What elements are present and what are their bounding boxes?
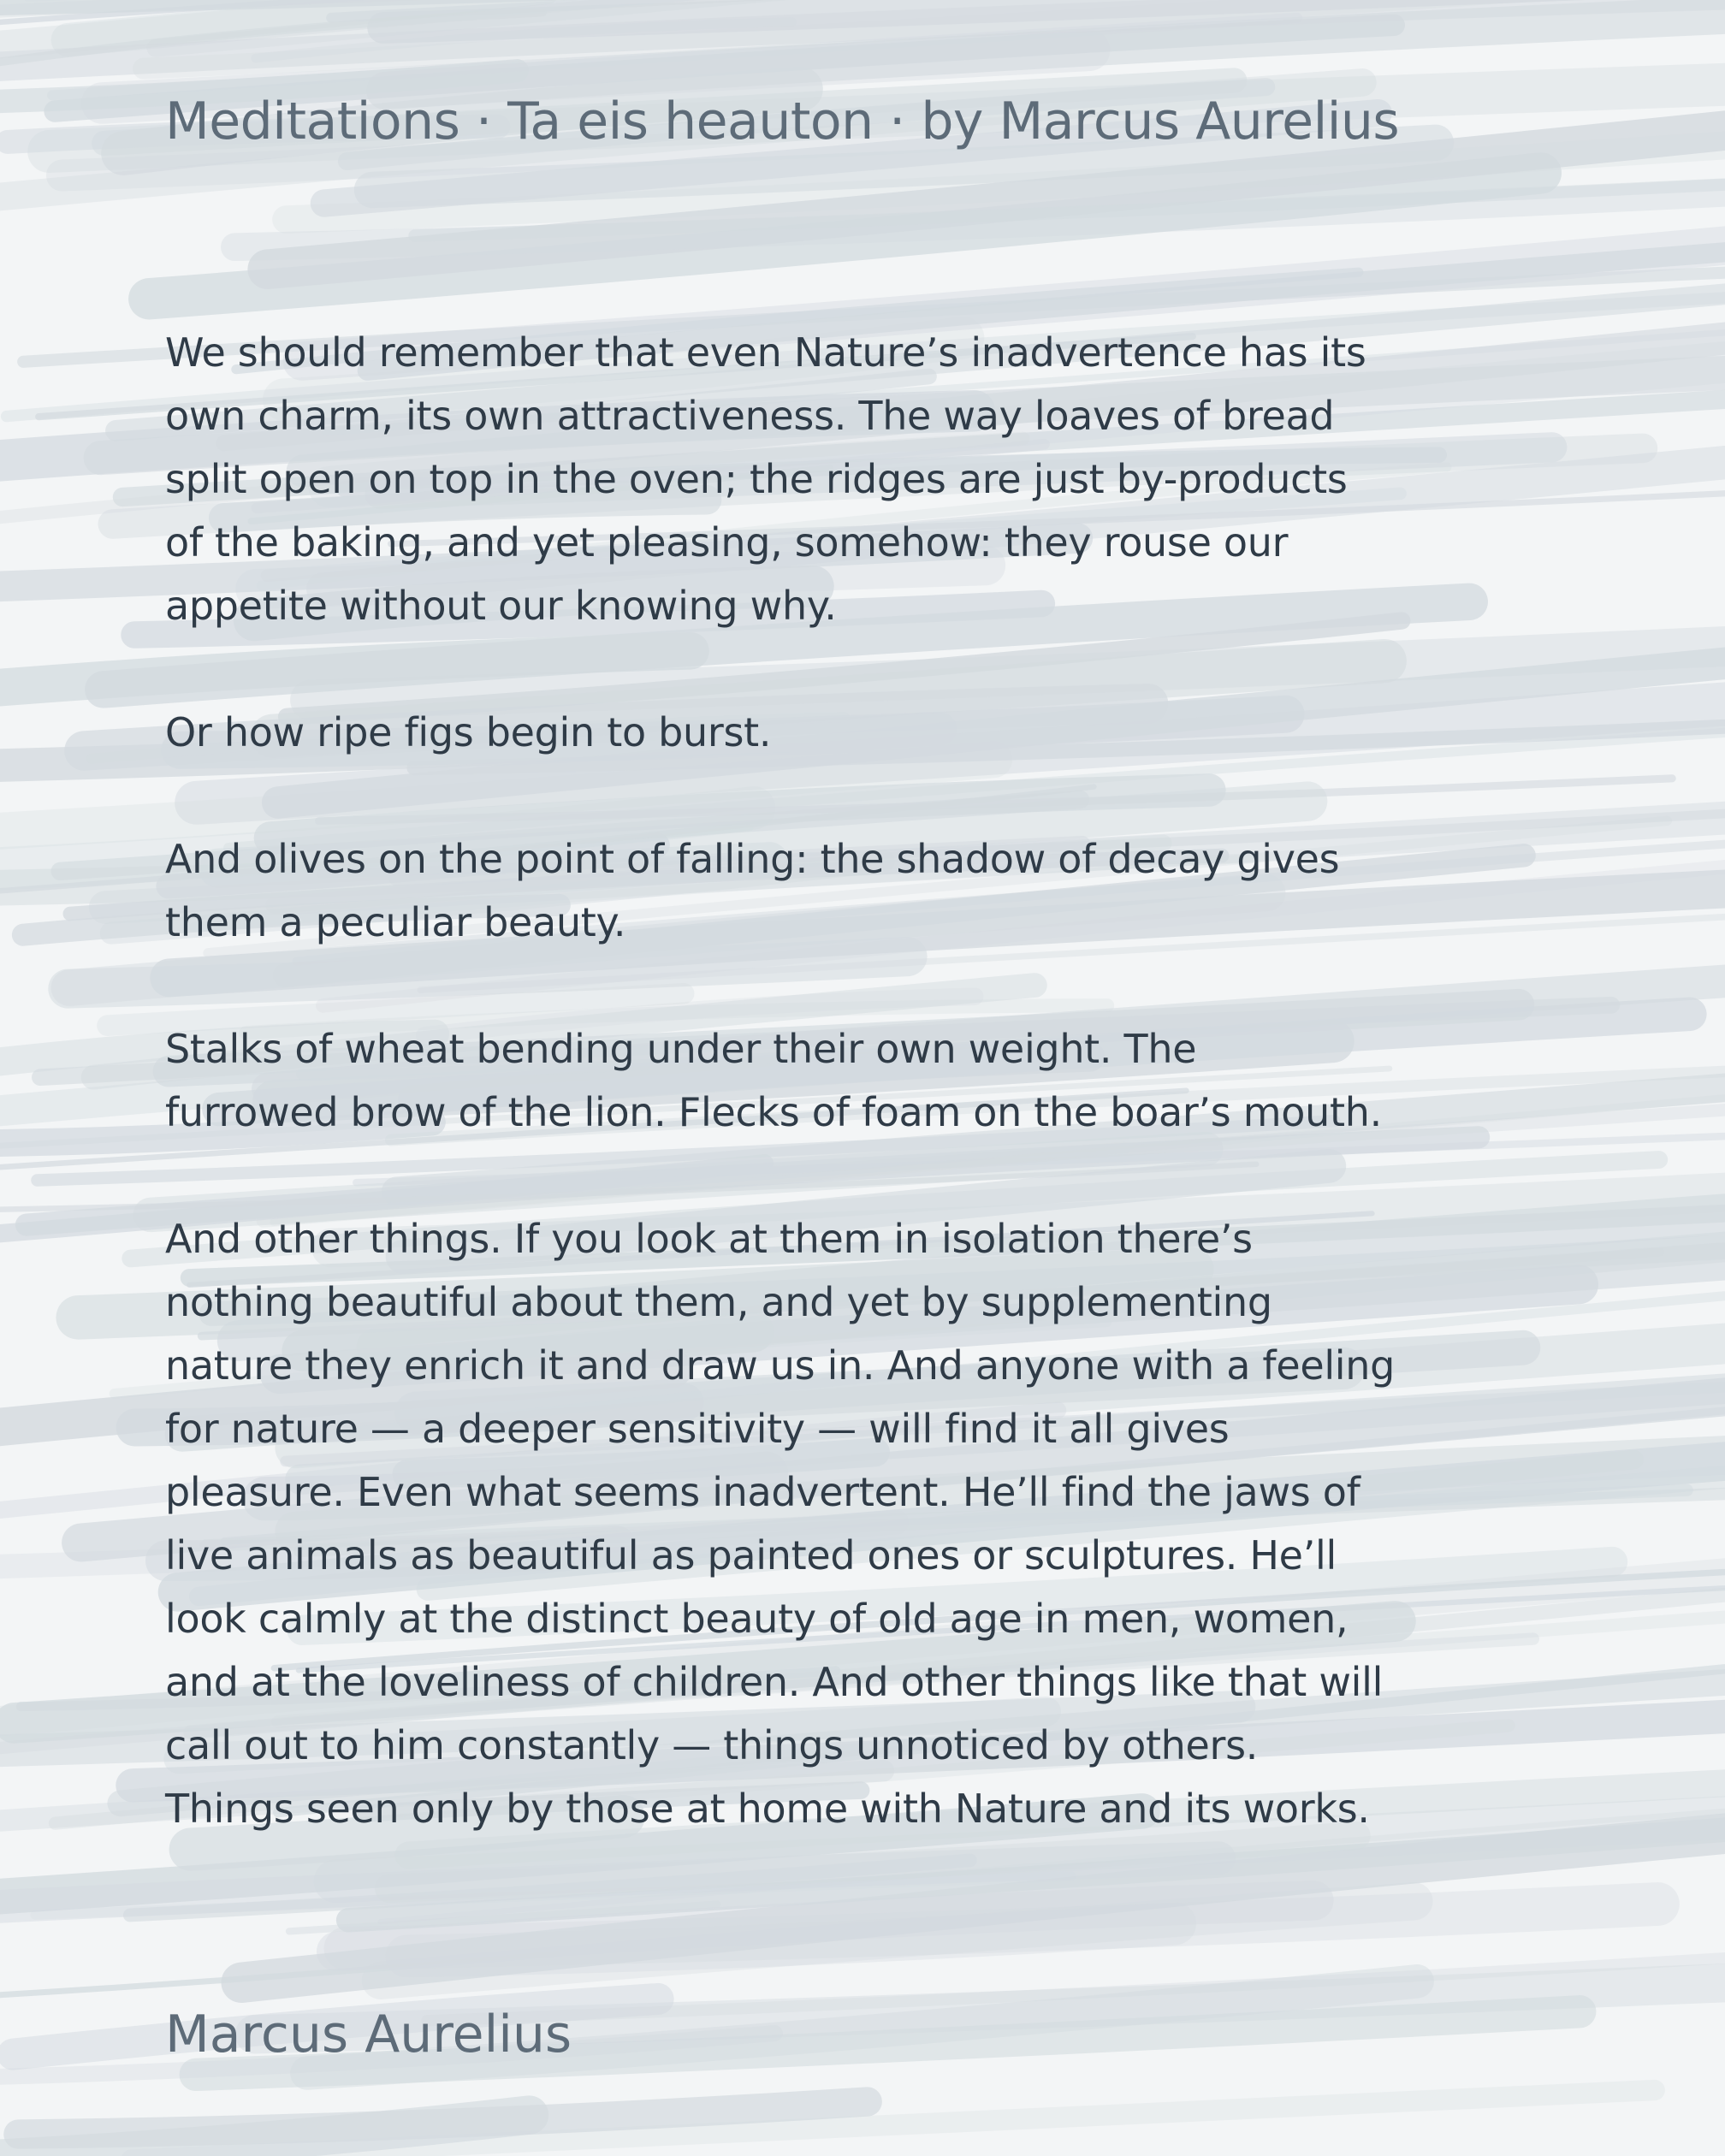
text-line: pleasure. Even what seems inadvertent. He’ll find the jaws of xyxy=(165,1469,1360,1515)
text-line: And olives on the point of falling: the shadow of decay gives xyxy=(165,836,1340,882)
paragraph xyxy=(165,321,1500,637)
text-line: them a peculiar beauty. xyxy=(165,899,626,945)
paragraph xyxy=(165,1207,1500,1840)
quote-passage xyxy=(165,321,1500,1904)
text-line: for nature — a deeper sensitivity — will find it all gives xyxy=(165,1406,1230,1452)
text-line: nothing beautiful about them, and yet by supplementing xyxy=(165,1279,1272,1325)
text-line: and at the loveliness of children. And other things like that will xyxy=(165,1659,1384,1705)
paragraph xyxy=(165,827,1500,954)
text-line: look calmly at the distinct beauty of old age in men, women, xyxy=(165,1596,1349,1642)
text-line: Stalks of wheat bending under their own weight. The xyxy=(165,1026,1197,1072)
author-signature: Marcus Aurelius xyxy=(165,2005,572,2064)
text-line: Or how ripe figs begin to burst. xyxy=(165,709,772,755)
text-line: own charm, its own attractiveness. The way loaves of bread xyxy=(165,393,1335,439)
paragraph xyxy=(165,1017,1500,1144)
text-line: Things seen only by those at home with Nature and its works. xyxy=(165,1786,1370,1832)
text-line: furrowed brow of the lion. Flecks of foam on the boar’s mouth. xyxy=(165,1089,1382,1135)
text-line: split open on top in the oven; the ridges are just by-products xyxy=(165,456,1348,502)
text-line: live animals as beautiful as painted ones or sculptures. He’ll xyxy=(165,1532,1337,1578)
text-line: appetite without our knowing why. xyxy=(165,583,837,629)
paragraph xyxy=(165,701,1500,764)
text-line: nature they enrich it and draw us in. And anyone with a feeling xyxy=(165,1342,1396,1389)
text-line: call out to him constantly — things unnoticed by others. xyxy=(165,1722,1259,1768)
page-title: Meditations · Ta eis heauton · by Marcus Aurelius xyxy=(165,92,1400,151)
text-line: We should remember that even Nature’s inadvertence has its xyxy=(165,329,1366,376)
text-line: And other things. If you look at them in isolation there’s xyxy=(165,1216,1253,1262)
text-line: of the baking, and yet pleasing, somehow: they rouse our xyxy=(165,519,1289,566)
